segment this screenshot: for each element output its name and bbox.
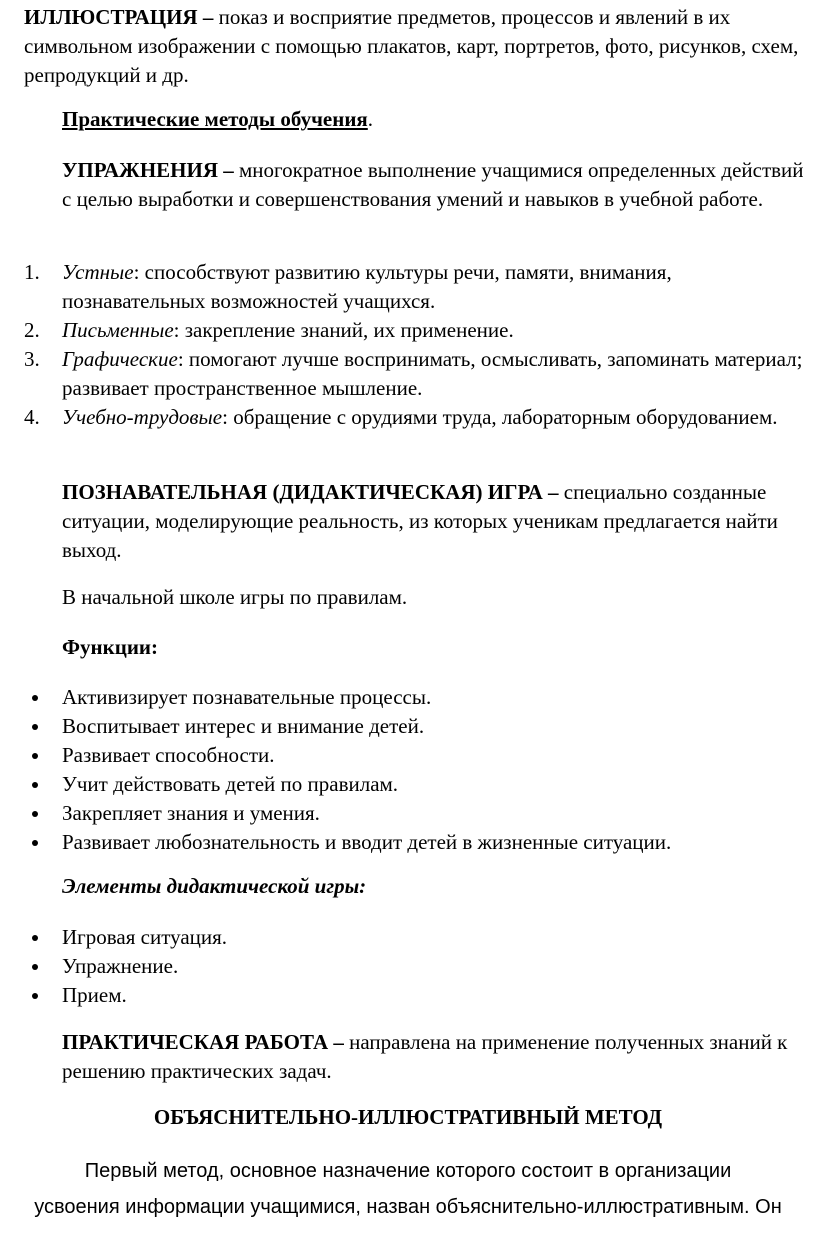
list-item	[24, 712, 814, 741]
function-text: Учит действовать детей по правилам.	[62, 772, 399, 796]
list-item	[24, 683, 814, 712]
function-text: Воспитывает интерес и внимание детей.	[62, 714, 425, 738]
final-paragraph-line-1: Первый метод, основное назначение которого состоит в организации	[84, 1160, 732, 1182]
bullet-icon	[32, 993, 38, 999]
exercises-term: УПРАЖНЕНИЯ –	[62, 158, 234, 182]
elements-list	[24, 923, 814, 1010]
list-number: 3.	[24, 347, 40, 371]
function-text: Развивает способности.	[62, 743, 275, 767]
exercises-text: многократное выполнение учащимися определенных действий с целью выработки и совершенствования умений и навыков в учебной работе.	[62, 158, 804, 211]
bullet-icon	[32, 753, 38, 759]
list-item	[24, 403, 814, 432]
practical-work-definition	[62, 1028, 807, 1086]
game-term: ПОЗНАВАТЕЛЬНАЯ (ДИДАКТИЧЕСКАЯ) ИГРА –	[62, 480, 559, 504]
practical-methods-heading	[62, 105, 807, 134]
exercise-type-name: Письменные	[62, 318, 174, 342]
list-item	[24, 316, 814, 345]
list-item	[24, 258, 814, 316]
bullet-icon	[32, 782, 38, 788]
final-paragraph-line-2: усвоения информации учащимися, назван объяснительно-иллюстративным. Он	[34, 1196, 782, 1218]
element-text: Упражнение.	[62, 954, 179, 978]
elements-title: Элементы дидактической игры:	[62, 874, 367, 898]
list-item	[24, 981, 814, 1010]
exercise-type-name: Графические	[62, 347, 178, 371]
bullet-icon	[32, 724, 38, 730]
illustration-definition	[24, 3, 814, 90]
functions-list	[24, 683, 814, 857]
function-text: Закрепляет знания и умения.	[62, 801, 320, 825]
list-item	[24, 741, 814, 770]
practical-methods-dot: .	[367, 107, 374, 131]
practical-methods-title: Практические методы обучения	[62, 107, 368, 131]
exercise-types-list	[24, 258, 814, 432]
function-text: Активизирует познавательные процессы.	[62, 685, 432, 709]
exercise-type-text: : способствуют развитию культуры речи, памяти, внимания, познавательных возможностей учащихся.	[62, 260, 672, 313]
list-number: 4.	[24, 405, 40, 429]
list-item	[24, 770, 814, 799]
illustration-term: ИЛЛЮСТРАЦИЯ –	[24, 5, 214, 29]
illustration-text: показ и восприятие предметов, процессов и явлений в их символьном изображении с помощью плакатов, карт, портретов, фото, рисунков, схем, репродукций и др.	[24, 5, 799, 87]
practical-work-text: направлена на применение полученных знаний к решению практических задач.	[62, 1030, 788, 1083]
exercise-type-name: Учебно-трудовые	[62, 405, 223, 429]
list-number: 1.	[24, 260, 40, 284]
game-definition	[62, 478, 807, 565]
primary-school-note: В начальной школе игры по правилам.	[62, 585, 408, 609]
bullet-icon	[32, 935, 38, 941]
bullet-icon	[32, 840, 38, 846]
game-text: специально созданные ситуации, моделирующие реальность, из которых ученикам предлагается найти выход.	[62, 480, 778, 562]
list-item	[24, 952, 814, 981]
list-item	[24, 828, 814, 857]
exercises-definition	[62, 156, 807, 214]
functions-title: Функции:	[62, 635, 159, 659]
element-text: Игровая ситуация.	[62, 925, 228, 949]
list-number: 2.	[24, 318, 40, 342]
bullet-icon	[32, 811, 38, 817]
exercise-type-text: : помогают лучше воспринимать, осмысливать, запоминать материал; развивает пространственное мышление.	[62, 347, 803, 400]
method-heading: ОБЪЯСНИТЕЛЬНО-ИЛЛЮСТРАТИВНЫЙ МЕТОД	[153, 1105, 663, 1129]
element-text: Прием.	[62, 983, 127, 1007]
list-item	[24, 923, 814, 952]
exercise-type-name: Устные	[62, 260, 134, 284]
list-item	[24, 799, 814, 828]
exercise-type-text: : обращение с орудиями труда, лабораторным оборудованием.	[222, 405, 778, 429]
practical-work-term: ПРАКТИЧЕСКАЯ РАБОТА –	[62, 1030, 344, 1054]
function-text: Развивает любознательность и вводит детей в жизненные ситуации.	[62, 830, 672, 854]
bullet-icon	[32, 695, 38, 701]
list-item	[24, 345, 814, 403]
bullet-icon	[32, 964, 38, 970]
exercise-type-text: : закрепление знаний, их применение.	[173, 318, 514, 342]
